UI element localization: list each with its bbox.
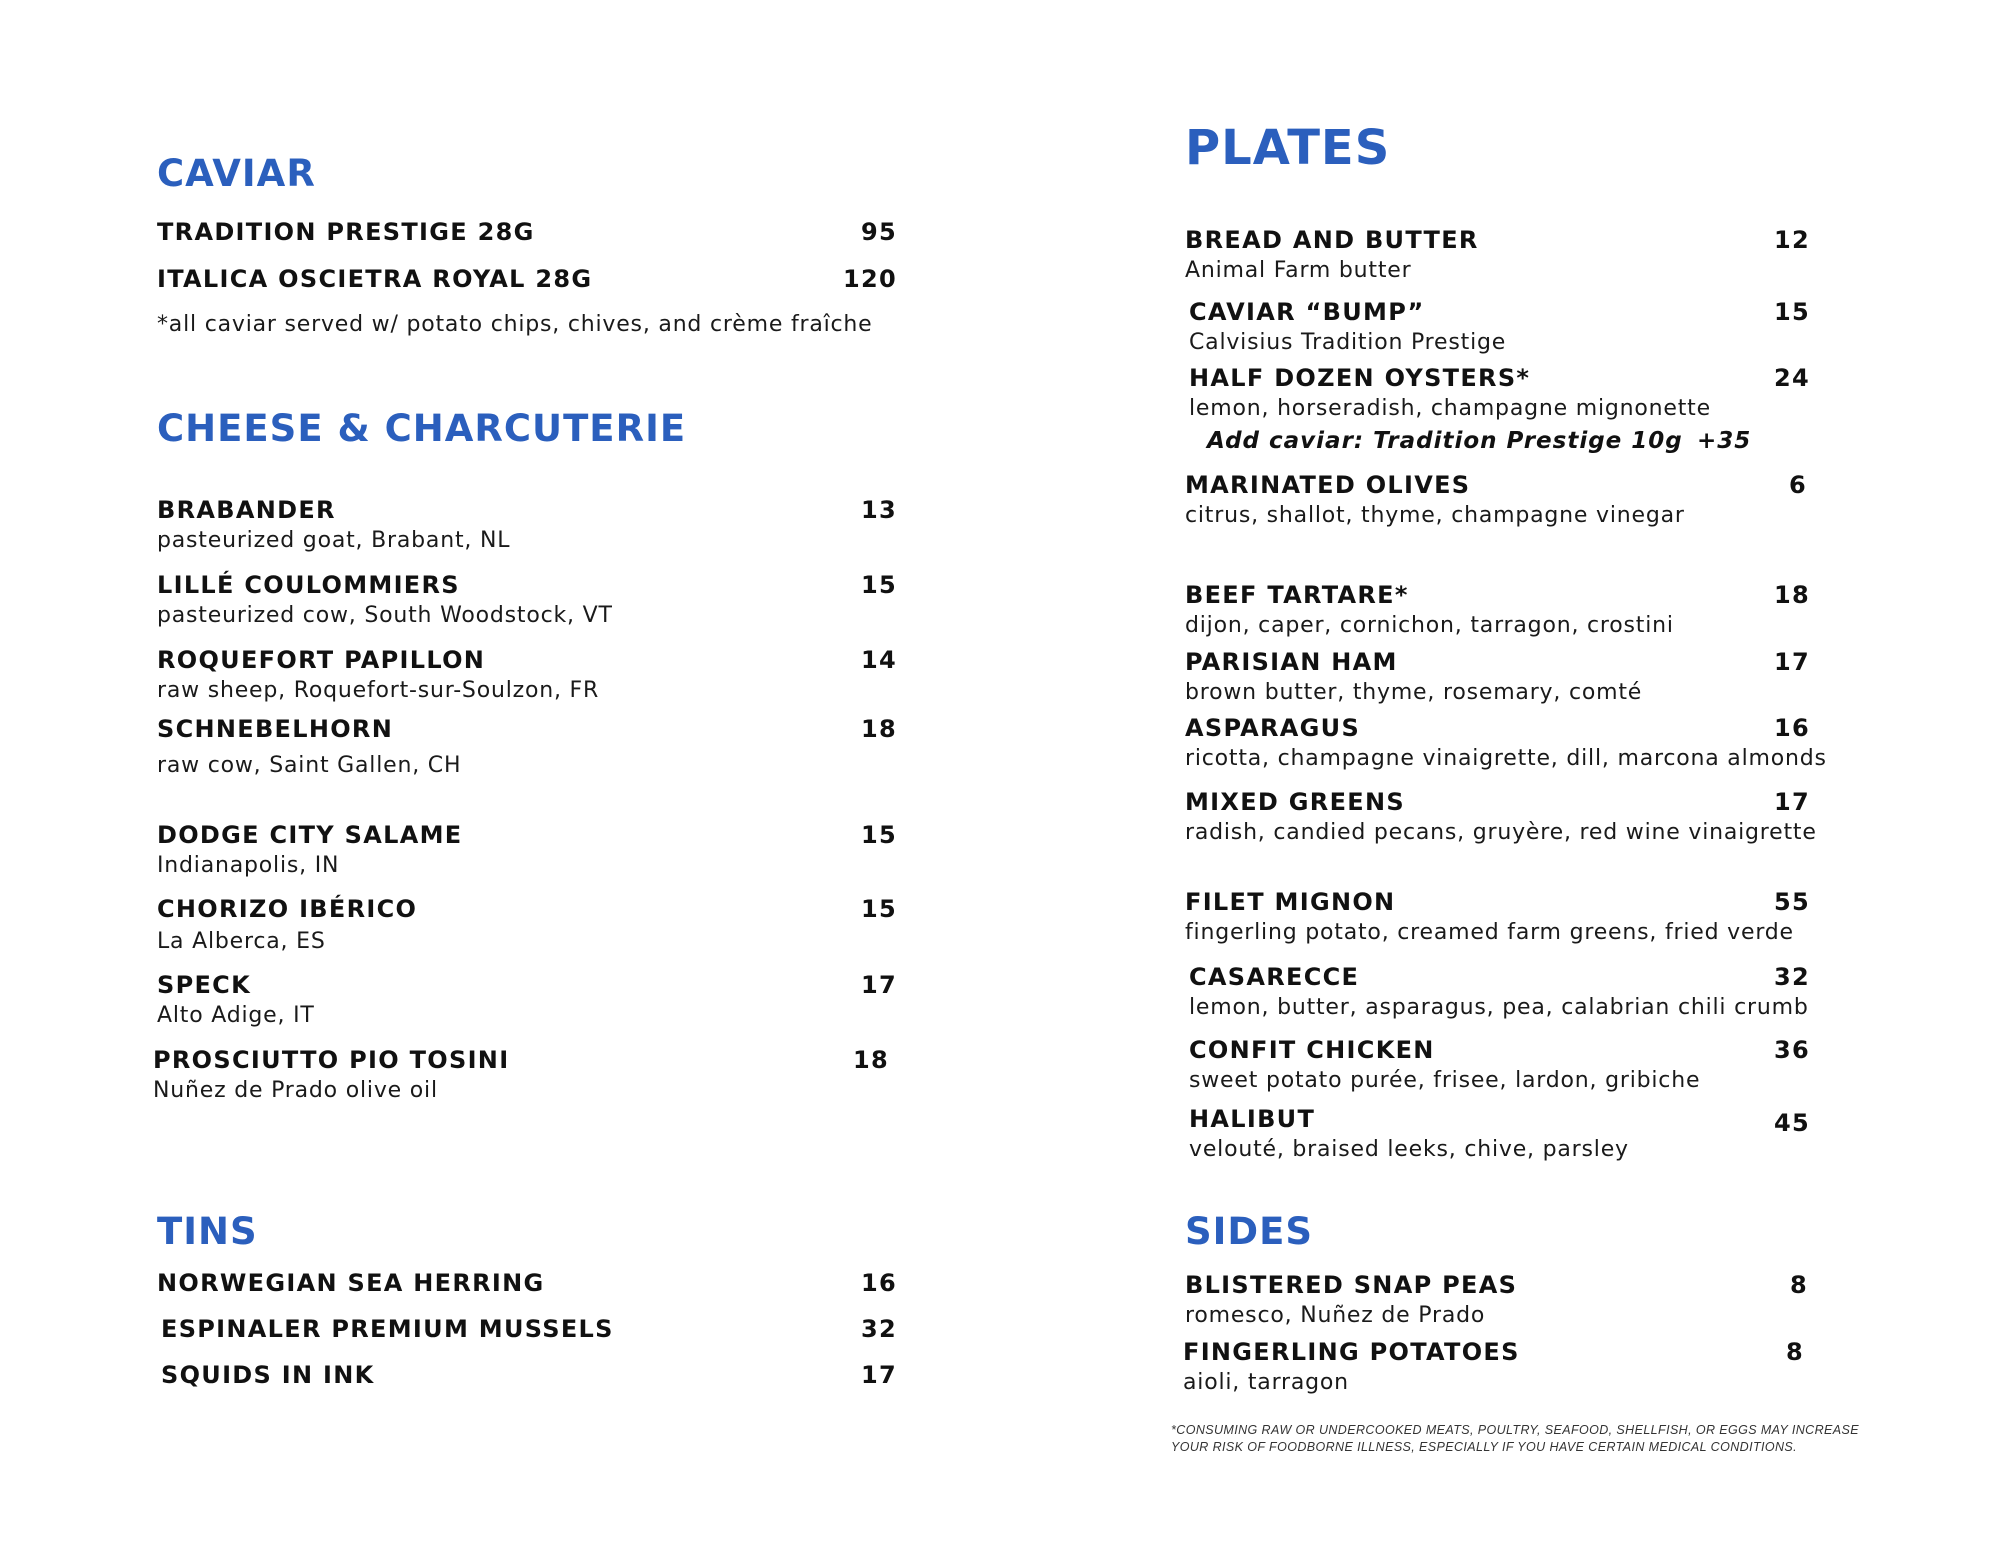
item-name: MIXED GREENS	[1185, 788, 1405, 816]
item-description: romesco, Nuñez de Prado	[1185, 1303, 1486, 1328]
item-name: HALIBUT	[1189, 1105, 1316, 1133]
item-description: velouté, braised leeks, chive, parsley	[1189, 1137, 1629, 1162]
item-price: 18	[853, 1046, 889, 1074]
item-description: aioli, tarragon	[1183, 1370, 1349, 1395]
item-name: ITALICA OSCIETRA ROYAL 28G	[157, 265, 593, 293]
item-price: 17	[1774, 648, 1810, 676]
item-name: CASARECCE	[1189, 963, 1360, 991]
food-safety-disclaimer: *CONSUMING RAW OR UNDERCOOKED MEATS, POULTRY, SEAFOOD, SHELLFISH, OR EGGS MAY INCREASE YOUR RISK OF FOODBORNE ILLNESS, ESPECIALLY IF YOU HAVE CERTAIN MEDICAL CONDITIONS.	[1171, 1423, 1859, 1454]
item-name: SQUIDS IN INK	[161, 1361, 375, 1389]
item-description: raw cow, Saint Gallen, CH	[157, 753, 462, 778]
item-description: Nuñez de Prado olive oil	[153, 1078, 438, 1103]
item-price: 17	[1774, 788, 1810, 816]
item-description: Indianapolis, IN	[157, 853, 340, 878]
item-price: 15	[1774, 298, 1810, 326]
item-name: BEEF TARTARE*	[1185, 581, 1409, 609]
item-price: 17	[861, 1361, 897, 1389]
item-price: 18	[861, 715, 897, 743]
item-price: 17	[861, 971, 897, 999]
item-price: 15	[861, 895, 897, 923]
item-name: HALF DOZEN OYSTERS*	[1189, 364, 1531, 392]
item-name: CONFIT CHICKEN	[1189, 1036, 1435, 1064]
item-name: DODGE CITY SALAME	[157, 821, 463, 849]
item-description: ricotta, champagne vinaigrette, dill, marcona almonds	[1185, 746, 1827, 771]
item-description: brown butter, thyme, rosemary, comté	[1185, 680, 1643, 705]
item-name: TRADITION PRESTIGE 28G	[157, 218, 535, 246]
item-name: FINGERLING POTATOES	[1183, 1338, 1520, 1366]
item-description: radish, candied pecans, gruyère, red wine vinaigrette	[1185, 820, 1817, 845]
section-heading-caviar: CAVIAR	[157, 152, 316, 195]
item-name: SPECK	[157, 971, 251, 999]
item-name: ROQUEFORT PAPILLON	[157, 646, 486, 674]
item-description: raw sheep, Roquefort-sur-Soulzon, FR	[157, 678, 600, 703]
item-description: La Alberca, ES	[157, 929, 326, 954]
item-description: sweet potato purée, frisee, lardon, gribiche	[1189, 1068, 1701, 1093]
item-description: pasteurized cow, South Woodstock, VT	[157, 603, 613, 628]
item-price: 24	[1774, 364, 1810, 392]
item-price: 14	[861, 646, 897, 674]
addon-price: +35	[1697, 428, 1752, 454]
item-description: pasteurized goat, Brabant, NL	[157, 528, 511, 553]
item-price: 12	[1774, 226, 1810, 254]
item-name: ASPARAGUS	[1185, 714, 1361, 742]
caviar-addon	[1207, 426, 1752, 456]
item-name: BRABANDER	[157, 496, 336, 524]
item-price: 18	[1774, 581, 1810, 609]
section-heading-tins: TINS	[157, 1210, 258, 1253]
item-name: PARISIAN HAM	[1185, 648, 1398, 676]
item-price: 15	[861, 571, 897, 599]
item-name: FILET MIGNON	[1185, 888, 1396, 916]
item-price: 120	[843, 265, 897, 293]
item-name: BLISTERED SNAP PEAS	[1185, 1271, 1518, 1299]
item-name: BREAD AND BUTTER	[1185, 226, 1479, 254]
item-name: CHORIZO IBÉRICO	[157, 895, 418, 923]
item-price: 45	[1774, 1109, 1810, 1137]
section-heading-sides: SIDES	[1185, 1210, 1314, 1253]
item-description: Animal Farm butter	[1185, 258, 1412, 283]
item-description: citrus, shallot, thyme, champagne vinegar	[1185, 503, 1685, 528]
item-price: 15	[861, 821, 897, 849]
item-name: ESPINALER PREMIUM MUSSELS	[161, 1315, 614, 1343]
addon-label: Add caviar: Tradition Prestige 10g	[1207, 428, 1683, 454]
item-price: 6	[1789, 471, 1807, 499]
item-price: 32	[1774, 963, 1810, 991]
item-name: PROSCIUTTO PIO TOSINI	[153, 1046, 510, 1074]
item-price: 95	[861, 218, 897, 246]
item-description: Alto Adige, IT	[157, 1003, 315, 1028]
item-name: SCHNEBELHORN	[157, 715, 394, 743]
section-heading-plates: PLATES	[1185, 120, 1391, 176]
item-price: 36	[1774, 1036, 1810, 1064]
item-name: MARINATED OLIVES	[1185, 471, 1471, 499]
item-price: 16	[1774, 714, 1810, 742]
item-description: lemon, horseradish, champagne mignonette	[1189, 396, 1711, 421]
item-description: lemon, butter, asparagus, pea, calabrian chili crumb	[1189, 995, 1809, 1020]
item-description: fingerling potato, creamed farm greens, fried verde	[1185, 920, 1794, 945]
item-price: 55	[1774, 888, 1810, 916]
caviar-note: *all caviar served w/ potato chips, chives, and crème fraîche	[157, 312, 873, 337]
item-name: LILLÉ COULOMMIERS	[157, 571, 460, 599]
item-price: 13	[861, 496, 897, 524]
item-description: dijon, caper, cornichon, tarragon, crostini	[1185, 613, 1674, 638]
item-price: 8	[1786, 1338, 1804, 1366]
item-name: NORWEGIAN SEA HERRING	[157, 1269, 545, 1297]
section-heading-cheese-charcuterie: CHEESE & CHARCUTERIE	[157, 407, 687, 450]
item-price: 8	[1790, 1271, 1808, 1299]
item-name: CAVIAR “BUMP”	[1189, 298, 1425, 326]
item-description: Calvisius Tradition Prestige	[1189, 330, 1507, 355]
item-price: 16	[861, 1269, 897, 1297]
item-price: 32	[861, 1315, 897, 1343]
